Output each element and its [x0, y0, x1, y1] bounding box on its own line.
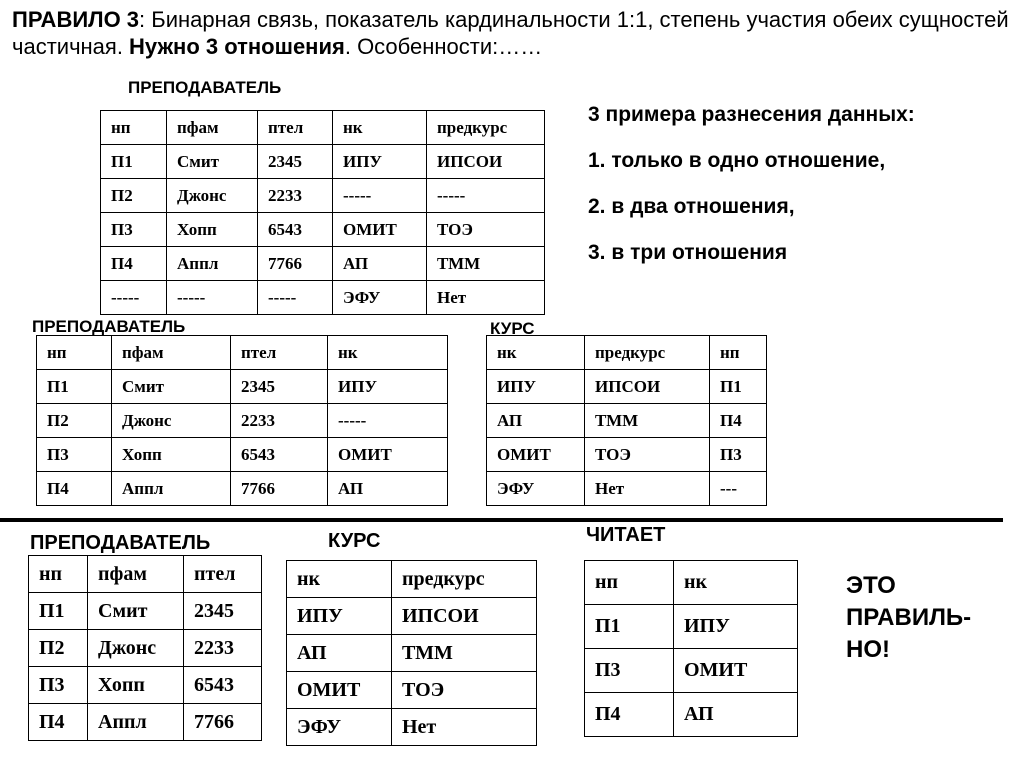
table-row [101, 145, 545, 179]
table-cell: ТОЭ [585, 438, 710, 472]
table-cell: П3 [101, 213, 167, 247]
column-header: пфам [88, 556, 184, 593]
table-row [585, 649, 798, 693]
table-cell: ----- [167, 281, 258, 315]
table-cell: ИПУ [487, 370, 585, 404]
table-cell: П4 [29, 704, 88, 741]
table-cell: ИПСОИ [392, 598, 537, 635]
table-cell: Нет [427, 281, 545, 315]
table-cell: ОМИТ [487, 438, 585, 472]
table-cell: ОМИТ [674, 649, 798, 693]
table-cell: П2 [101, 179, 167, 213]
table-cell: Джонс [167, 179, 258, 213]
table-cell: ----- [101, 281, 167, 315]
conclusion-line-1: ЭТО [846, 572, 896, 599]
table-row [487, 438, 767, 472]
table-cell: ----- [427, 179, 545, 213]
table-cell: Нет [392, 709, 537, 746]
examples-block [588, 100, 915, 284]
table-cell: Смит [112, 370, 231, 404]
table-row [487, 472, 767, 506]
table-cell: ЭФУ [287, 709, 392, 746]
table-row [585, 605, 798, 649]
table-cell: Хопп [112, 438, 231, 472]
table-row [101, 247, 545, 281]
table-cell: 2345 [184, 593, 262, 630]
table-cell: П3 [710, 438, 767, 472]
table-cell: 7766 [231, 472, 328, 506]
table-row [37, 472, 448, 506]
table-cell: ТММ [427, 247, 545, 281]
examples-title: 3 примера разнесения данных: [588, 103, 915, 126]
table4-label: ПРЕПОДАВАТЕЛЬ [30, 532, 211, 554]
column-header: нк [328, 336, 448, 370]
section-divider [0, 518, 1003, 522]
table-cell: Хопп [88, 667, 184, 704]
table-row [29, 593, 262, 630]
table-cell: ТОЭ [427, 213, 545, 247]
teacher-table-single [100, 110, 545, 315]
table-cell: ИПУ [287, 598, 392, 635]
table-cell: П2 [37, 404, 112, 438]
table-cell: ----- [328, 404, 448, 438]
table-cell: П3 [585, 649, 674, 693]
table-cell: Аппл [88, 704, 184, 741]
table2-label: ПРЕПОДАВАТЕЛЬ [32, 317, 186, 336]
table-cell: 2233 [231, 404, 328, 438]
table-row [37, 438, 448, 472]
conclusion-text [846, 570, 971, 666]
table-row [287, 672, 537, 709]
rule-text-2: . Особенности:…… [344, 34, 543, 59]
table-cell: 6543 [184, 667, 262, 704]
table-row [487, 404, 767, 438]
table-cell: ОМИТ [333, 213, 427, 247]
table-cell: АП [287, 635, 392, 672]
table-cell: ОМИТ [328, 438, 448, 472]
table-row [101, 281, 545, 315]
column-header: пфам [112, 336, 231, 370]
table-row [101, 179, 545, 213]
column-header: птел [231, 336, 328, 370]
conclusion-line-2: ПРАВИЛЬ- [846, 604, 972, 631]
table-cell: ЭФУ [487, 472, 585, 506]
table-cell: 2345 [231, 370, 328, 404]
table-cell: П1 [29, 593, 88, 630]
header-row [287, 561, 537, 598]
table-row [585, 693, 798, 737]
column-header: нк [333, 111, 427, 145]
table-row [487, 370, 767, 404]
example-item-3: 3. в три отношения [588, 241, 788, 264]
table-cell: Джонс [112, 404, 231, 438]
table-cell: ТММ [585, 404, 710, 438]
header-row [29, 556, 262, 593]
table1-label: ПРЕПОДАВАТЕЛЬ [128, 78, 282, 97]
teacher-table-two-way [36, 335, 448, 506]
rule-bold-text: Нужно 3 отношения [129, 34, 345, 59]
column-header: нк [487, 336, 585, 370]
table-cell: П4 [37, 472, 112, 506]
table-cell: П1 [585, 605, 674, 649]
table-cell: П1 [710, 370, 767, 404]
table-cell: Смит [88, 593, 184, 630]
rule-heading [12, 6, 1012, 60]
table-cell: --- [710, 472, 767, 506]
table-cell: ТММ [392, 635, 537, 672]
table-cell: П4 [585, 693, 674, 737]
course-table-three-way [286, 560, 537, 746]
column-header: предкурс [585, 336, 710, 370]
table-cell: 2233 [258, 179, 333, 213]
table-cell: ИПУ [674, 605, 798, 649]
table-cell: АП [674, 693, 798, 737]
teacher-table-three-way [28, 555, 262, 741]
course-table-two-way [486, 335, 767, 506]
table-row [37, 404, 448, 438]
conclusion-line-3: НО! [846, 636, 890, 663]
table3-label: КУРС [490, 319, 535, 338]
table-cell: ТОЭ [392, 672, 537, 709]
table-cell: Джонс [88, 630, 184, 667]
table-cell: П1 [101, 145, 167, 179]
table-cell: 7766 [258, 247, 333, 281]
column-header: птел [258, 111, 333, 145]
table-row [29, 667, 262, 704]
table-row [287, 598, 537, 635]
table-cell: Нет [585, 472, 710, 506]
example-item-2: 2. в два отношения, [588, 195, 795, 218]
table-cell: П4 [101, 247, 167, 281]
table-cell: АП [333, 247, 427, 281]
table-cell: ----- [333, 179, 427, 213]
table-cell: ИПУ [333, 145, 427, 179]
table-cell: П3 [29, 667, 88, 704]
table-cell: 7766 [184, 704, 262, 741]
column-header: нп [29, 556, 88, 593]
reads-table [584, 560, 798, 737]
header-row [487, 336, 767, 370]
table-cell: П2 [29, 630, 88, 667]
table-cell: 2345 [258, 145, 333, 179]
column-header: предкурс [427, 111, 545, 145]
table-cell: АП [487, 404, 585, 438]
table5-label: КУРС [328, 530, 381, 552]
table-cell: 6543 [258, 213, 333, 247]
column-header: птел [184, 556, 262, 593]
table-cell: Смит [167, 145, 258, 179]
table-cell: ЭФУ [333, 281, 427, 315]
table-cell: ОМИТ [287, 672, 392, 709]
table-cell: Аппл [112, 472, 231, 506]
rule-text-1: : Бинарная связь, показатель кардинальности 1:1, степень участия обеих сущностей частичная. [12, 7, 1009, 59]
column-header: нк [674, 561, 798, 605]
column-header: предкурс [392, 561, 537, 598]
header-row [37, 336, 448, 370]
table-cell: ИПСОИ [427, 145, 545, 179]
column-header: нп [101, 111, 167, 145]
table-cell: П1 [37, 370, 112, 404]
table6-label: ЧИТАЕТ [586, 524, 666, 546]
table-row [101, 213, 545, 247]
table-row [29, 630, 262, 667]
column-header: нп [710, 336, 767, 370]
table-row [29, 704, 262, 741]
header-row [585, 561, 798, 605]
table-cell: 2233 [184, 630, 262, 667]
column-header: нп [37, 336, 112, 370]
table-cell: Аппл [167, 247, 258, 281]
table-cell: П3 [37, 438, 112, 472]
table-row [287, 709, 537, 746]
table-row [287, 635, 537, 672]
table-cell: ИПСОИ [585, 370, 710, 404]
table-cell: АП [328, 472, 448, 506]
header-row [101, 111, 545, 145]
example-item-1: 1. только в одно отношение, [588, 149, 886, 172]
table-cell: 6543 [231, 438, 328, 472]
table-cell: ИПУ [328, 370, 448, 404]
column-header: нк [287, 561, 392, 598]
rule-label: ПРАВИЛО 3 [12, 7, 140, 32]
table-cell: ----- [258, 281, 333, 315]
column-header: нп [585, 561, 674, 605]
table-cell: Хопп [167, 213, 258, 247]
table-cell: П4 [710, 404, 767, 438]
table-row [37, 370, 448, 404]
column-header: пфам [167, 111, 258, 145]
